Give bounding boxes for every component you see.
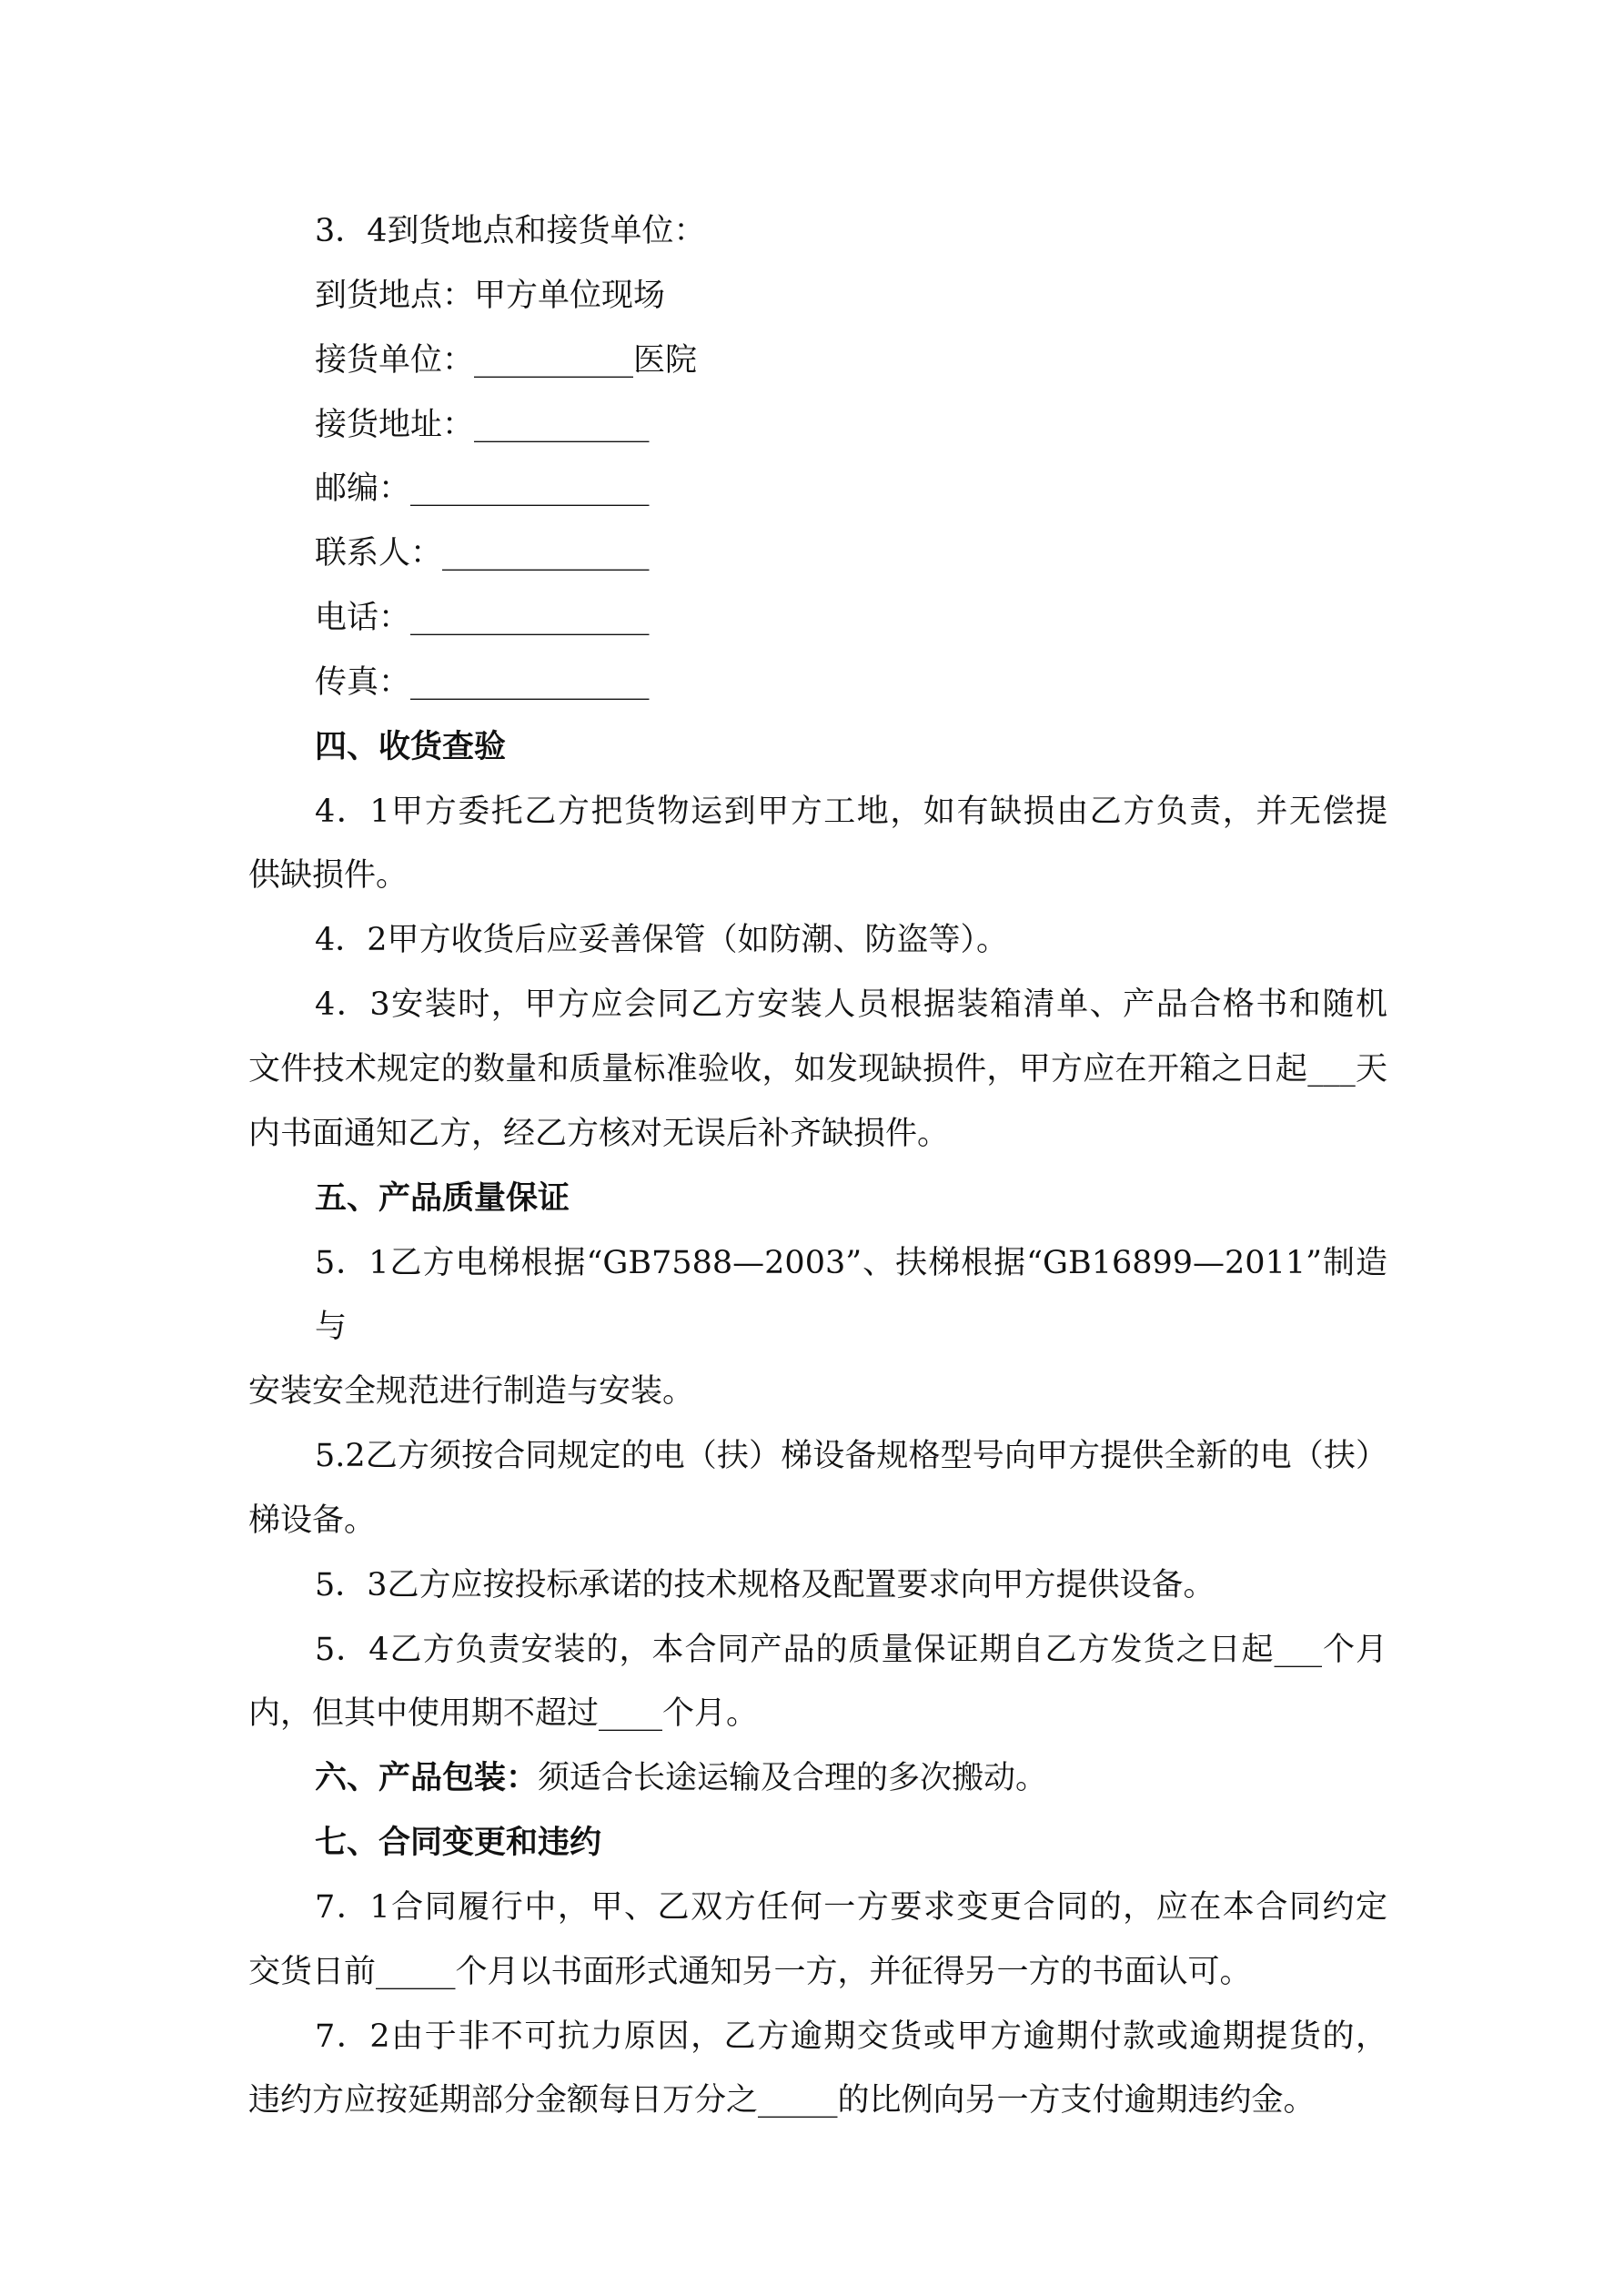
receiving-address-line [248, 393, 1387, 458]
clause-5-3: 5．3乙方应按投标承诺的技术规格及配置要求向甲方提供设备。 [315, 1566, 1215, 1603]
section-4-heading: 四、收货查验 [315, 727, 507, 765]
clause-5-1-cont: 安装安全规范进行制造与安装。 [248, 1373, 695, 1411]
delivery-heading: 3．4到货地点和接货单位： [315, 213, 706, 249]
clause-5-1: 5．1乙方电梯根据“GB7588—2003”、扶梯根据“GB16899—2011”制造与 [315, 1244, 1387, 1346]
clause-5-2-cont: 梯设备。 [248, 1502, 377, 1539]
section-6-text: 须适合长途运输及合理的多次搬动。 [538, 1760, 1048, 1797]
clause-7-2: 7．2由于非不可抗力原因，乙方逾期交货或甲方逾期付款或逾期提货的， [315, 2018, 1387, 2055]
contact-line [248, 521, 1387, 586]
delivery-place: 到货地点：甲方单位现场 [315, 277, 666, 314]
section-7-heading: 七、合同变更和违约 [315, 1824, 602, 1862]
section-6 [248, 1746, 1387, 1811]
clause-4-3-cont: 文件技术规定的数量和质量标准验收，如发现缺损件，甲方应在开箱之日起___天 [248, 1050, 1387, 1087]
blank-field: ___________ [474, 406, 650, 443]
section-5-heading: 五、产品质量保证 [315, 1178, 570, 1217]
contract-page [248, 199, 1387, 2133]
clause-7-1-cont: 交货日前_____个月以书面形式通知另一方，并征得另一方的书面认可。 [248, 1953, 1252, 1990]
clause-5-4: 5．4乙方负责安装的，本合同产品的质量保证期自乙方发货之日起___个月 [315, 1631, 1387, 1668]
clause-4-1: 4．1甲方委托乙方把货物运到甲方工地，如有缺损由乙方负责，并无偿提 [315, 793, 1387, 830]
clause-5-2: 5.2乙方须按合同规定的电（扶）梯设备规格型号向甲方提供全新的电（扶） [315, 1438, 1387, 1475]
fax-line [248, 651, 1387, 715]
blank-field: _______________ [410, 470, 650, 508]
clause-4-3: 4．3安装时，甲方应会同乙方安装人员根据装箱清单、产品合格书和随机 [315, 986, 1387, 1024]
label: 电话： [315, 600, 411, 637]
zip-line [248, 457, 1387, 521]
receiving-unit-line [248, 329, 1387, 393]
label: 传真： [315, 663, 411, 701]
clause-5-4-cont: 内，但其中使用期不超过____个月。 [248, 1695, 759, 1733]
phone-line [248, 586, 1387, 651]
label: 接货单位： [315, 341, 475, 379]
suffix: 医院 [633, 341, 698, 379]
blank-field: _______________ [410, 600, 650, 637]
clause-7-1: 7．1合同履行中，甲、乙双方任何一方要求变更合同的，应在本合同约定 [315, 1888, 1387, 1926]
label: 邮编： [315, 470, 411, 508]
clause-7-2-cont: 违约方应按延期部分金额每日万分之_____的比例向另一方支付逾期违约金。 [248, 2082, 1316, 2119]
clause-4-1-cont: 供缺损件。 [248, 857, 409, 895]
blank-field: _______________ [410, 663, 650, 701]
clause-4-2: 4．2甲方收货后应妥善保管（如防潮、防盗等）。 [315, 922, 1009, 959]
label: 接货地址： [315, 406, 475, 443]
label: 联系人： [315, 535, 443, 572]
blank-field: _____________ [442, 535, 650, 572]
clause-4-3-end: 内书面通知乙方，经乙方核对无误后补齐缺损件。 [248, 1115, 950, 1152]
blank-field: __________ [474, 341, 634, 379]
section-6-heading: 六、产品包装： [315, 1759, 539, 1797]
